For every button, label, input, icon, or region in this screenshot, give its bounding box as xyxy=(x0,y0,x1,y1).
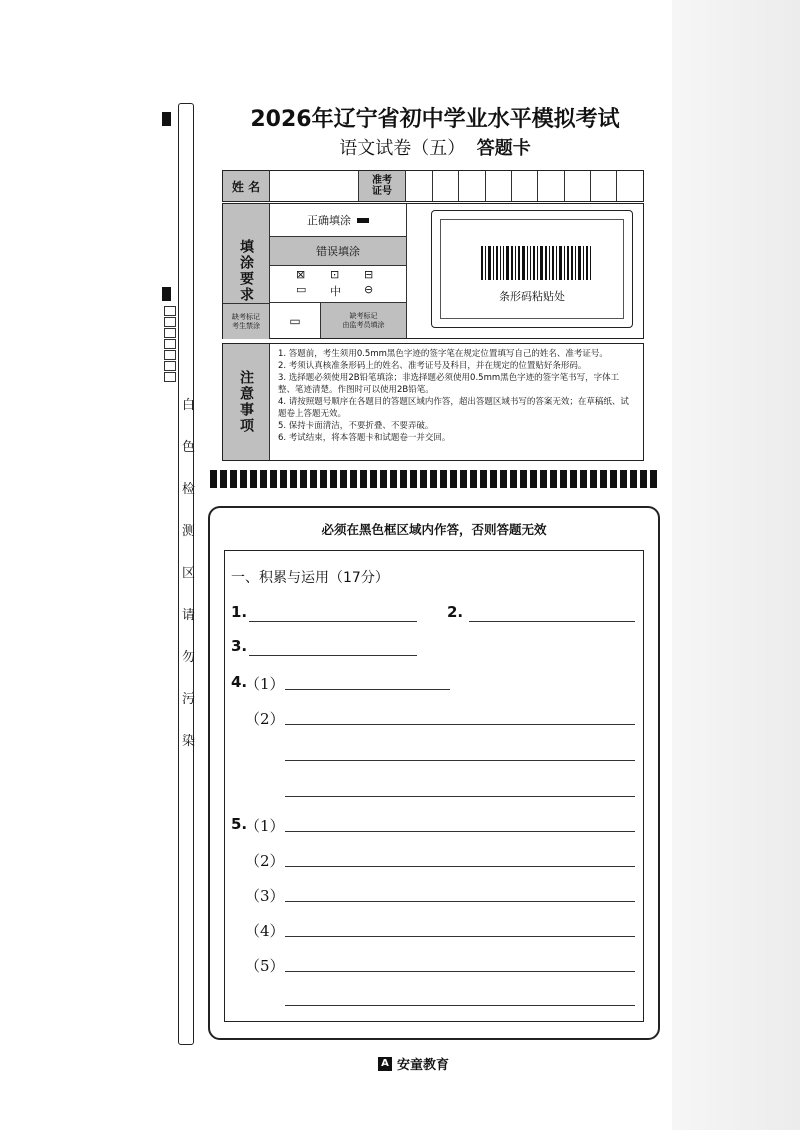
sidebar-char: 污 xyxy=(182,692,196,707)
correct-fill-label: 正确填涂 xyxy=(307,214,351,227)
q2-answer-line[interactable] xyxy=(469,621,635,622)
page-edge-shadow xyxy=(672,0,800,1130)
barcode-inner xyxy=(440,219,624,319)
notice-label: 注意事项 xyxy=(223,344,270,460)
q5-sub3: （3） xyxy=(245,887,285,905)
detection-checkbox xyxy=(164,361,176,371)
sidebar-char: 检 xyxy=(182,482,196,497)
wrong-fill-mark: ⊟ xyxy=(364,268,374,281)
detection-checkbox xyxy=(164,372,176,382)
q4-2-answer-line[interactable] xyxy=(285,796,635,797)
exam-id-label: 准考 证号 xyxy=(359,171,406,201)
sidebar-char: 色 xyxy=(182,440,196,455)
absent-mark-box[interactable]: ▭ xyxy=(270,303,321,338)
exam-id-digit-cell[interactable] xyxy=(590,171,617,201)
notice-item: 6. 考试结束，将本答题卡和试题卷一并交回。 xyxy=(278,433,451,443)
notice-list xyxy=(278,348,636,444)
paper-subtitle xyxy=(200,134,670,160)
candidate-info-row xyxy=(222,170,644,202)
wrong-fill-mark: ⊠ xyxy=(296,268,306,281)
q5-number: 5. xyxy=(231,815,248,833)
detection-checkbox xyxy=(164,306,176,316)
barcode-icon xyxy=(481,246,591,280)
q5-1-answer-line[interactable] xyxy=(285,831,635,832)
detection-checkbox xyxy=(164,350,176,360)
answer-inner-box xyxy=(224,550,644,1022)
exam-title: 2026年辽宁省初中学业水平模拟考试 xyxy=(250,107,620,132)
sidebar-char: 勿 xyxy=(182,650,196,665)
notice-section xyxy=(222,343,644,461)
q5-5-answer-line[interactable] xyxy=(285,1005,635,1006)
filled-mark xyxy=(357,218,369,223)
answer-warning: 必须在黑色框区域内作答，否则答题无效 xyxy=(321,522,547,537)
q4-number: 4. xyxy=(231,673,248,691)
notice-item: 3. 选择题必须使用2B铅笔填涂；非选择题必须使用0.5mm黑色字迹的签字笔书写，字体工整、笔迹清楚。作图时可以使用2B铅笔。 xyxy=(278,373,620,395)
sidebar-char: 白 xyxy=(182,398,196,413)
notice-item: 4. 请按照题号顺序在各题目的答题区域内作答，超出答题区域书写的答案无效；在草稿纸、试题卷上答题无效。 xyxy=(278,397,629,419)
exam-id-digit-cell[interactable] xyxy=(511,171,538,201)
detection-checkbox xyxy=(164,328,176,338)
q1-answer-line[interactable] xyxy=(249,621,417,622)
q5-sub2: （2） xyxy=(245,852,285,870)
paper-name: 语文试卷（五） xyxy=(339,138,466,159)
q3-number: 3. xyxy=(231,637,248,655)
notice-item: 5. 保持卡面清洁，不要折叠、不要弄破。 xyxy=(278,421,434,431)
notice-item: 1. 答题前，考生须用0.5mm黑色字迹的签字笔在规定位置填写自己的姓名、准考证号。 xyxy=(278,349,608,359)
card-label: 答题卡 xyxy=(476,138,531,159)
fill-requirements xyxy=(222,203,644,339)
notice-item: 2. 考须认真核准条形码上的姓名、准考证号及科目，并在规定的位置贴好条形码。 xyxy=(278,361,587,371)
q4-1-answer-line[interactable] xyxy=(285,689,450,690)
q5-sub1: （1） xyxy=(245,817,285,835)
q4-sub1: （1） xyxy=(245,675,285,693)
registration-mark xyxy=(162,287,171,301)
name-label: 姓 名 xyxy=(223,171,270,201)
answer-frame xyxy=(208,506,660,1040)
q5-4-answer-line[interactable] xyxy=(285,936,635,937)
q5-3-answer-line[interactable] xyxy=(285,901,635,902)
brand-name: 安童教育 xyxy=(397,1058,450,1073)
exam-id-digit-cell[interactable] xyxy=(406,171,433,201)
q5-5-answer-line[interactable] xyxy=(285,971,635,972)
footer-brand xyxy=(378,1054,449,1073)
timing-mark-bar xyxy=(210,470,658,488)
exam-id-digit-cell[interactable] xyxy=(564,171,591,201)
barcode-label: 条形码粘贴处 xyxy=(499,290,565,303)
q2-number: 2. xyxy=(447,603,464,621)
fill-section-label: 填涂要求 xyxy=(223,204,270,338)
correct-fill-example xyxy=(270,204,407,237)
q5-sub4: （4） xyxy=(245,922,285,940)
q5-sub5: （5） xyxy=(245,957,285,975)
proctor-absent-label: 缺考标记 由监考员填涂 xyxy=(321,303,407,338)
wrong-fill-mark: ⊡ xyxy=(330,268,340,281)
exam-id-digit-cell[interactable] xyxy=(616,171,642,201)
section-title: 一、积累与运用（17分） xyxy=(231,570,389,586)
wrong-fill-mark: 中 xyxy=(330,285,341,298)
q4-2-answer-line[interactable] xyxy=(285,760,635,761)
barcode-area xyxy=(431,210,633,328)
q3-answer-line[interactable] xyxy=(249,655,417,656)
absent-student-label: 缺考标记 考生禁涂 xyxy=(223,303,270,339)
sidebar-char: 测 xyxy=(182,524,196,539)
sidebar-char: 染 xyxy=(182,734,196,749)
q5-2-answer-line[interactable] xyxy=(285,866,635,867)
q4-2-answer-line[interactable] xyxy=(285,724,635,725)
exam-id-digit-cell[interactable] xyxy=(485,171,512,201)
exam-id-digit-cell[interactable] xyxy=(538,171,565,201)
wrong-fill-label: 错误填涂 xyxy=(270,237,407,266)
detection-checkbox xyxy=(164,339,176,349)
exam-id-digit-cell[interactable] xyxy=(432,171,459,201)
exam-id-digit-cell[interactable] xyxy=(459,171,486,201)
detection-checkbox xyxy=(164,317,176,327)
sidebar-char: 区 xyxy=(182,566,196,581)
registration-mark xyxy=(162,112,171,126)
q1-number: 1. xyxy=(231,603,248,621)
name-field[interactable] xyxy=(270,171,359,201)
q4-sub2: （2） xyxy=(245,710,285,728)
wrong-fill-mark: ⊖ xyxy=(364,283,374,296)
brand-logo-icon: A xyxy=(378,1057,392,1071)
wrong-fill-examples xyxy=(270,266,407,303)
sidebar-char: 请 xyxy=(182,608,196,623)
wrong-fill-mark: ▭ xyxy=(296,283,307,296)
